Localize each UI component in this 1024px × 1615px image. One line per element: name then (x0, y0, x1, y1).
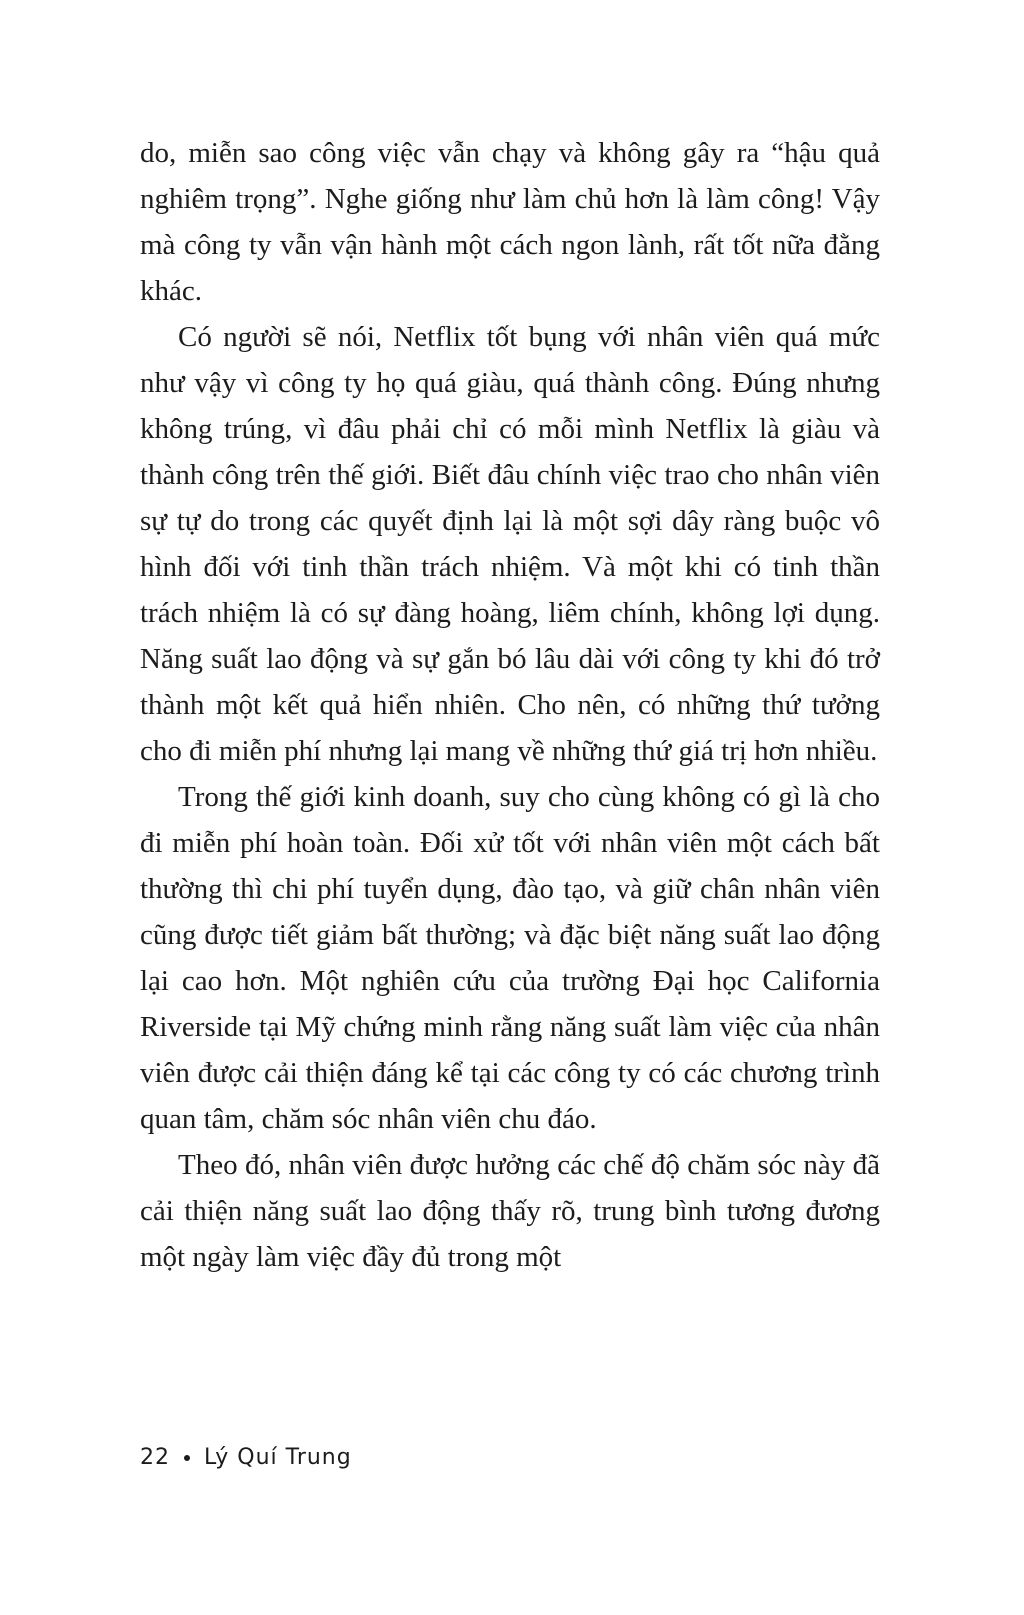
paragraph-business-world: Trong thế giới kinh doanh, suy cho cùng không có gì là cho đi miễn phí hoàn toàn. Đối xử tốt với nhân viên một cách bất thường thì chi phí tuyển dụng, đào tạo, và giữ chân nhân viên cũng được tiết giảm bất thường; và đặc biệt năng suất lao động lại cao hơn. Một nghiên cứu của trường Đại học California Riverside tại Mỹ chứng minh rằng năng suất làm việc của nhân viên được cải thiện đáng kể tại các công ty có các chương trình quan tâm, chăm sóc nhân viên chu đáo. (140, 781, 880, 1135)
page-number: 22 (140, 1445, 170, 1470)
body-text (140, 130, 880, 1280)
paragraph-productivity: Theo đó, nhân viên được hưởng các chế độ chăm sóc này đã cải thiện năng suất lao động thấy rõ, trung bình tương đương một ngày làm việc đầy đủ trong một (140, 1149, 880, 1273)
author-name: Lý Quí Trung (204, 1445, 352, 1470)
page-footer (140, 1445, 352, 1470)
paragraph-netflix: Có người sẽ nói, Netflix tốt bụng với nhân viên quá mức như vậy vì công ty họ quá giàu, quá thành công. Đúng nhưng không trúng, vì đâu phải chỉ có mỗi mình Netflix là giàu và thành công trên thế giới. Biết đâu chính việc trao cho nhân viên sự tự do trong các quyết định lại là một sợi dây ràng buộc vô hình đối với tinh thần trách nhiệm. Và một khi có tinh thần trách nhiệm là có sự đàng hoàng, liêm chính, không lợi dụng. Năng suất lao động và sự gắn bó lâu dài với công ty khi đó trở thành một kết quả hiển nhiên. Cho nên, có những thứ tưởng cho đi miễn phí nhưng lại mang về những thứ giá trị hơn nhiều. (140, 321, 880, 767)
bullet-separator-icon (184, 1455, 190, 1461)
paragraph-continuation: do, miễn sao công việc vẫn chạy và không gây ra “hậu quả nghiêm trọng”. Nghe giống như làm chủ hơn là làm công! Vậy mà công ty vẫn vận hành một cách ngon lành, rất tốt nữa đằng khác. (140, 137, 880, 307)
